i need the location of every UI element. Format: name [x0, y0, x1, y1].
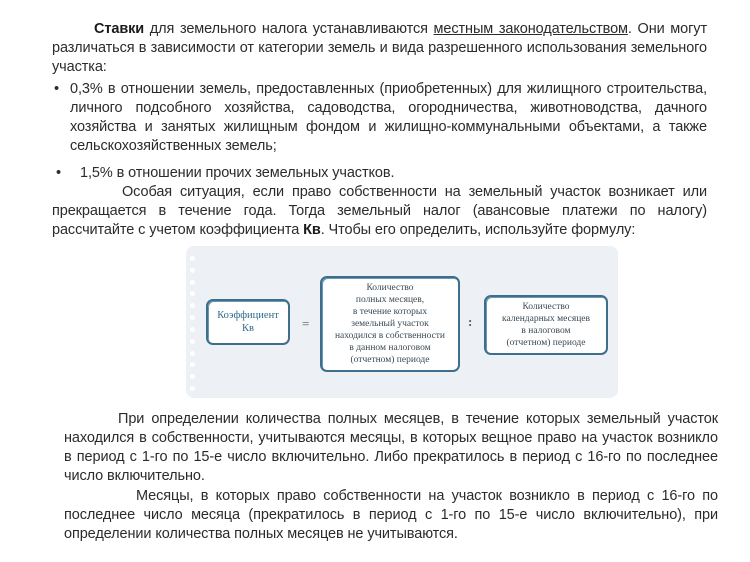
- formula-diagram: [186, 246, 618, 398]
- divide-sign: :: [468, 314, 473, 329]
- kv-bold: Кв: [303, 222, 321, 238]
- intro-text-1: для земельного налога устанавливаются: [144, 21, 434, 37]
- denominator-box: Количество календарных месяцев в налоговом (отчетном) периоде: [484, 295, 608, 355]
- notebook-holes: [190, 256, 196, 391]
- special-case-paragraph: [52, 183, 707, 240]
- bullet-icon: •: [54, 81, 59, 97]
- intro-text-2: . Они могут различаться в зависимости от категории земель и вида разрешенного использования земельного участка:: [52, 21, 708, 75]
- intro-paragraph: [52, 20, 707, 77]
- special-case-text-2: . Чтобы его определить, используйте формулу:: [320, 222, 636, 238]
- equals-sign: =: [302, 316, 310, 331]
- list-item: [50, 80, 707, 156]
- excluded-months-paragraph: Месяцы, в которых право собственности на участок возникло в период с 16-го по последнее число месяца (прекратилось в период с 1-го по 15-е число включительно), при определении количества полных месяцев не учитываются.: [64, 488, 718, 542]
- list-item: [50, 164, 707, 183]
- rates-list: [50, 80, 707, 191]
- coefficient-box: Коэффициент Кв: [206, 299, 290, 345]
- special-case-text-1: Особая ситуация, если право собственности на земельный участок возникает или прекращается в течение года. Тогда земельный налог (авансовые платежи по налогу) рассчитайте с учетом коэффициента: [52, 184, 707, 238]
- numerator-box: Количество полных месяцев, в течение которых земельный участок находился в собственности в данном налоговом (отчетном) периоде: [320, 276, 460, 372]
- list-item-text: 0,3% в отношении земель, предоставленных (приобретенных) для жилищного строительства, личного подсобного хозяйства, садоводства, огородничества, животноводства, дачного хозяйства и занятых жилищным фондом и жилищно-коммунальными объектами, а также сельскохозяйственных земель;: [70, 81, 707, 154]
- bullet-icon: •: [56, 165, 61, 181]
- rates-bold-lead: Ставки: [94, 21, 145, 37]
- list-item-text: 1,5% в отношении прочих земельных участков.: [80, 165, 395, 181]
- full-months-paragraph: При определении количества полных месяцев, в течение которых земельный участок находился в собственности, учитываются месяцы, в которых вещное право на участок возникло в период с 1-го по 15-е число включительно. Либо прекратилось в период с 16-го по последнее число включительно.: [64, 411, 718, 484]
- local-legislation-link[interactable]: местным законодательством: [433, 21, 628, 37]
